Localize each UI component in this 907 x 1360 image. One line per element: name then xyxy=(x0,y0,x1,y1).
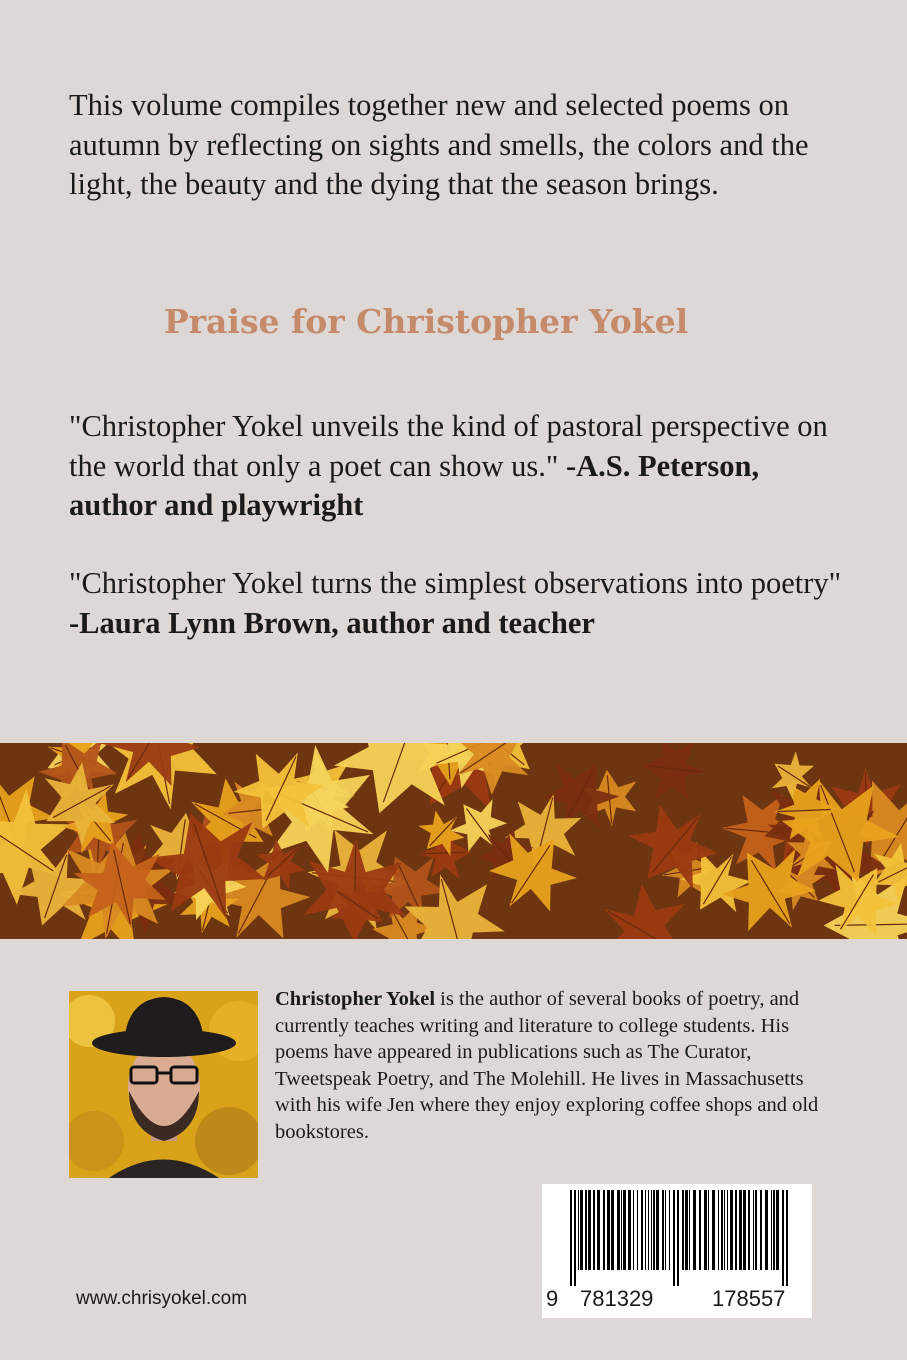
quote-attribution: -A.S. Peterson, author and playwright xyxy=(69,448,760,522)
bio-text: is the author of several books of poetry, and currently teaches writing and literature to college students. His poems have appeared in publications such as The Curator, Tweetspeak Poetry, and The Molehill. He lives in Massachusetts with his wife Jen where they enjoy exploring coffee shops and old bookstores. xyxy=(275,988,819,1143)
quote-text: "Christopher Yokel turns the simplest observations into poetry" xyxy=(69,566,842,600)
isbn-barcode xyxy=(542,1184,812,1318)
praise-quote xyxy=(69,564,849,643)
quote-text: "Christopher Yokel unveils the kind of pastoral perspective on the world that only a poet can show us." xyxy=(69,409,828,483)
quote-attribution: -Laura Lynn Brown, author and teacher xyxy=(69,605,595,640)
author-bio xyxy=(275,986,835,1145)
praise-quote xyxy=(69,407,849,526)
praise-heading: Praise for Christopher Yokel xyxy=(163,302,689,341)
barcode-lead-digit: 9 xyxy=(546,1286,559,1311)
barcode-left-group: 781329 xyxy=(580,1286,654,1311)
autumn-leaves-image xyxy=(0,743,907,939)
author-website[interactable]: www.chrisyokel.com xyxy=(76,1288,248,1309)
leaves-illustration xyxy=(0,743,907,939)
author-photo xyxy=(69,991,258,1178)
barcode-digits xyxy=(542,1286,812,1312)
barcode-right-group: 178557 xyxy=(712,1286,786,1311)
barcode-bars xyxy=(542,1184,812,1294)
book-description: This volume compiles together new and selected poems on autumn by reflecting on sights and smells, the colors and the light, the beauty and the dying that the season brings. xyxy=(69,88,809,201)
author-name: Christopher Yokel xyxy=(275,988,436,1010)
